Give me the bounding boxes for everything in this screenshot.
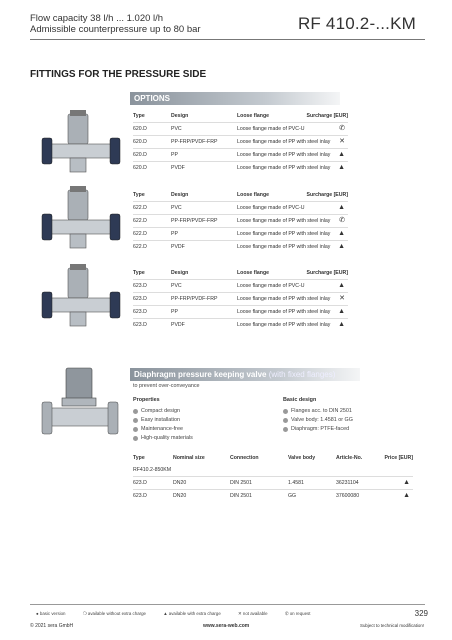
table-row <box>133 489 413 502</box>
cell-type: 622.D <box>133 218 147 224</box>
surcharge-symbol: ▲ <box>338 243 345 250</box>
website-link[interactable]: www.sera-web.com <box>203 623 250 629</box>
cell-design: PVDF <box>171 244 185 250</box>
cell-design: PVC <box>171 283 182 289</box>
surcharge-symbol: ▲ <box>338 164 345 171</box>
options-table-623 <box>133 267 348 331</box>
cell-type: 623.D <box>133 296 147 302</box>
cell-flange: Loose flange made of PP with steel inlay <box>237 152 331 158</box>
table-header <box>133 189 348 201</box>
table-row <box>133 292 348 305</box>
group-row <box>133 464 413 476</box>
cell-body: 1.4581 <box>288 480 304 486</box>
col-price: Price [EUR] <box>384 455 413 461</box>
legend-request: ✆ on request <box>284 611 311 616</box>
diaphragm-title-suffix: (with fixed flanges) <box>266 370 336 379</box>
col-type: Type <box>133 113 145 119</box>
table-row <box>133 148 348 161</box>
col-surcharge: Surcharge [EUR] <box>306 192 348 198</box>
surcharge-symbol: ▲ <box>338 321 345 328</box>
cell-type: 622.D <box>133 205 147 211</box>
legend-basic: ● basic version <box>36 611 66 616</box>
col-design: Design <box>171 113 189 119</box>
cell-design: PP-FRP/PVDF-FRP <box>171 218 218 224</box>
table-row <box>133 240 348 253</box>
cell-flange: Loose flange made of PP with steel inlay <box>237 322 331 328</box>
valve-623-image <box>40 262 122 334</box>
cell-design: PP <box>171 309 178 315</box>
diaphragm-valve-image <box>40 362 122 450</box>
cell-design: PVDF <box>171 165 185 171</box>
cell-article: 36231104 <box>336 480 359 486</box>
table-row <box>133 201 348 214</box>
table-row <box>133 161 348 174</box>
table-row <box>133 305 348 318</box>
options-table-622 <box>133 189 348 253</box>
group-label: RF410.2-850KM <box>133 467 172 473</box>
property-item: High-quality materials <box>133 434 193 443</box>
cell-design: PVDF <box>171 322 185 328</box>
cell-flange: Loose flange made of PP with steel inlay <box>237 165 331 171</box>
diaphragm-title: Diaphragm pressure keeping valve <box>134 370 267 379</box>
diaphragm-table <box>133 452 413 502</box>
basic-item: Valve body: 1.4581 or GG <box>283 416 353 425</box>
valve-622-image <box>40 184 122 256</box>
cell-flange: Loose flange made of PP with steel inlay <box>237 139 331 145</box>
cell-design: PP-FRP/PVDF-FRP <box>171 139 218 145</box>
header-divider <box>30 39 425 40</box>
cell-connection: DIN 2501 <box>230 493 252 499</box>
header-line-flow: Flow capacity 38 l/h ... 1.020 l/h <box>30 13 164 24</box>
disclaimer: Subject to technical modification! <box>360 623 424 628</box>
surcharge-symbol: ✆ <box>339 125 345 132</box>
footer-divider <box>30 604 425 605</box>
surcharge-symbol: ▲ <box>338 151 345 158</box>
diaphragm-band <box>130 368 360 381</box>
basic-design-list <box>283 396 353 434</box>
cell-type: 623.D <box>133 480 147 486</box>
cell-size: DN20 <box>173 480 187 486</box>
symbol-legend <box>36 611 396 617</box>
page-number: 329 <box>414 609 428 618</box>
cell-type: 620.D <box>133 126 147 132</box>
cell-flange: Loose flange made of PP with steel inlay <box>237 218 331 224</box>
surcharge-symbol: ▲ <box>338 230 345 237</box>
col-type: Type <box>133 455 145 461</box>
properties-list <box>133 396 193 443</box>
properties-title: Properties <box>133 397 160 403</box>
cell-connection: DIN 2501 <box>230 480 252 486</box>
options-band: OPTIONS <box>130 92 340 105</box>
cell-design: PP <box>171 231 178 237</box>
col-article-no: Article-No. <box>336 455 363 461</box>
cell-type: 620.D <box>133 152 147 158</box>
col-type: Type <box>133 270 145 276</box>
property-item: Easy installation <box>133 416 193 425</box>
col-valve-body: Valve body <box>288 455 316 461</box>
table-header <box>133 267 348 279</box>
cell-type: 623.D <box>133 322 147 328</box>
legend-extra: ▲ available with extra charge <box>163 611 221 616</box>
price-symbol: ▲ <box>403 492 410 499</box>
col-connection: Connection <box>230 455 259 461</box>
diaphragm-description: to prevent over-conveyance <box>133 383 200 389</box>
price-symbol: ▲ <box>403 479 410 486</box>
header-subtitle <box>30 13 201 35</box>
col-design: Design <box>171 192 189 198</box>
basic-design-title: Basic design <box>283 397 317 403</box>
surcharge-symbol: ✕ <box>339 295 345 302</box>
cell-flange: Loose flange made of PP with steel inlay <box>237 244 331 250</box>
table-row <box>133 122 348 135</box>
table-row <box>133 214 348 227</box>
cell-flange: Loose flange made of PVC-U <box>237 205 305 211</box>
valve-620-image <box>40 108 122 180</box>
legend-na: ✕ not available <box>238 611 268 616</box>
cell-design: PP <box>171 152 178 158</box>
cell-type: 623.D <box>133 309 147 315</box>
cell-flange: Loose flange made of PP with steel inlay <box>237 296 331 302</box>
cell-flange: Loose flange made of PP with steel inlay <box>237 309 331 315</box>
cell-type: 623.D <box>133 493 147 499</box>
cell-type: 620.D <box>133 165 147 171</box>
table-header <box>133 452 413 464</box>
options-table-620 <box>133 110 348 174</box>
surcharge-symbol: ✕ <box>339 138 345 145</box>
cell-size: DN20 <box>173 493 187 499</box>
col-flange: Loose flange <box>237 113 269 119</box>
property-item: Compact design <box>133 407 193 416</box>
basic-item: Flanges acc. to DIN 2501 <box>283 407 353 416</box>
surcharge-symbol: ▲ <box>338 282 345 289</box>
surcharge-symbol: ▲ <box>338 204 345 211</box>
cell-body: GG <box>288 493 297 499</box>
cell-article: 37600080 <box>336 493 360 499</box>
col-surcharge: Surcharge [EUR] <box>306 270 348 276</box>
col-surcharge: Surcharge [EUR] <box>306 113 348 119</box>
table-row <box>133 135 348 148</box>
basic-item: Diaphragm: PTFE-faced <box>283 425 353 434</box>
cell-flange: Loose flange made of PP with steel inlay <box>237 231 331 237</box>
surcharge-symbol: ✆ <box>339 217 345 224</box>
col-flange: Loose flange <box>237 270 269 276</box>
cell-design: PP-FRP/PVDF-FRP <box>171 296 218 302</box>
section-title: FITTINGS FOR THE PRESSURE SIDE <box>30 69 207 80</box>
table-row <box>133 476 413 489</box>
model-title: RF 410.2-...KM <box>297 14 416 33</box>
table-row <box>133 318 348 331</box>
col-design: Design <box>171 270 189 276</box>
table-row <box>133 227 348 240</box>
copyright: © 2021 sera GmbH <box>30 623 74 629</box>
property-item: Maintenance-free <box>133 425 193 434</box>
cell-design: PVC <box>171 126 182 132</box>
cell-type: 622.D <box>133 231 147 237</box>
table-header <box>133 110 348 122</box>
cell-design: PVC <box>171 205 182 211</box>
cell-flange: Loose flange made of PVC-U <box>237 126 305 132</box>
header-line-pressure: Admissible counterpressure up to 80 bar <box>30 24 201 35</box>
table-row <box>133 279 348 292</box>
legend-free: ❍ available without extra charge <box>82 611 146 616</box>
col-flange: Loose flange <box>237 192 269 198</box>
cell-type: 620.D <box>133 139 147 145</box>
col-nominal-size: Nominal size <box>173 455 205 461</box>
cell-flange: Loose flange made of PVC-U <box>237 283 305 289</box>
surcharge-symbol: ▲ <box>338 308 345 315</box>
cell-type: 623.D <box>133 283 147 289</box>
col-type: Type <box>133 192 145 198</box>
cell-type: 622.D <box>133 244 147 250</box>
